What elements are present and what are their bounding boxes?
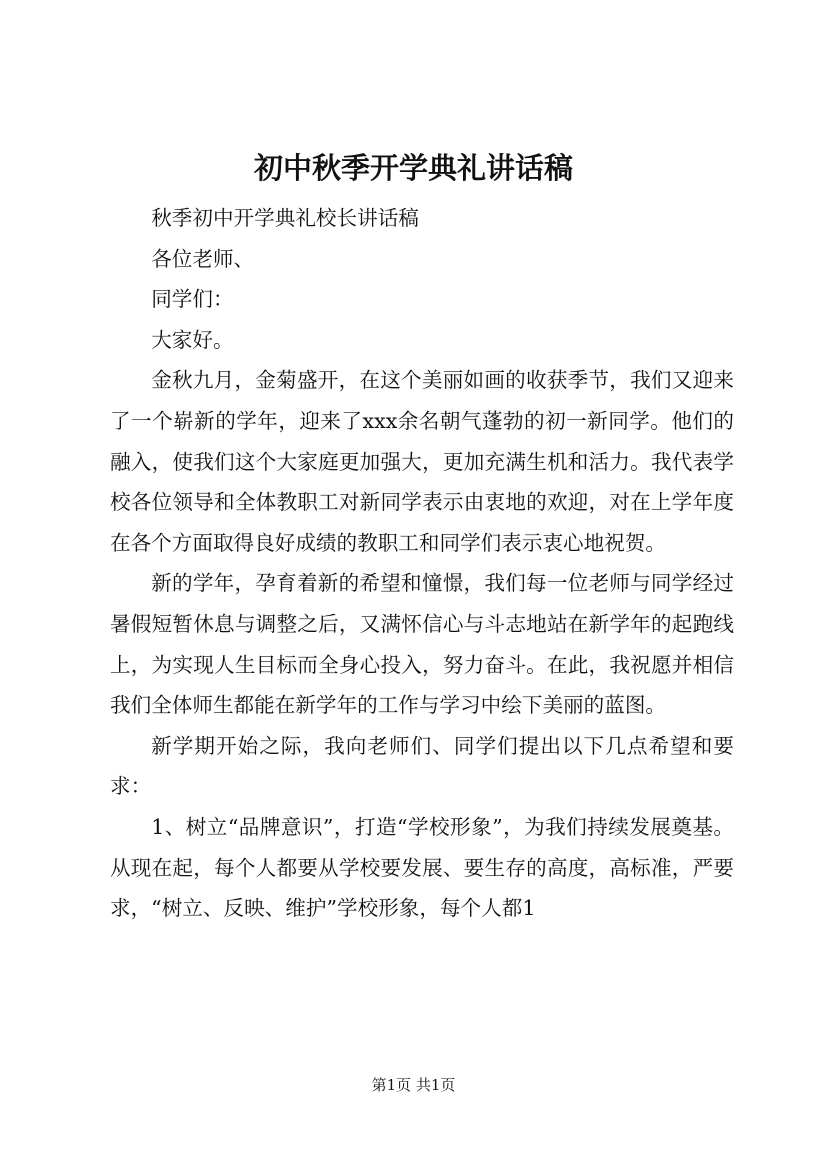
document-body <box>110 198 734 929</box>
page-footer: 第1页 共1页 <box>371 1076 456 1094</box>
document-title: 初中秋季开学典礼讲话稿 <box>253 151 573 185</box>
paragraph-greeting: 大家好。 <box>151 327 234 352</box>
paragraph-salutation-students: 同学们： <box>151 287 234 312</box>
paragraph-requests-intro: 新学期开始之际，我向老师们、同学们提出以下几点希望和要求： <box>110 733 734 799</box>
paragraph-welcome: 金秋九月，金菊盛开，在这个美丽如画的收获季节，我们又迎来了一个崭新的学年，迎来了xxx余名朝气蓬勃的初一新同学。他们的融入，使我们这个大家庭更加强大，更加充满生机和活力。我代表学校各位领导和全体教职工对新同学表示由衷地的欢迎，对在上学年度在各个方面取得良好成绩的教职工和同学们表示衷心地祝贺。 <box>110 368 734 555</box>
paragraph-point-1: 1、树立“品牌意识”，打造“学校形象”，为我们持续发展奠基。从现在起，每个人都要从学校要发展、要生存的高度，高标准，严要求，“树立、反映、维护”学校形象，每个人都1 <box>110 814 734 921</box>
paragraph-salutation-teachers: 各位老师、 <box>151 246 255 271</box>
paragraph-new-year: 新的学年，孕育着新的希望和憧憬，我们每一位老师与同学经过暑假短暂休息与调整之后，又满怀信心与斗志地站在新学年的起跑线上，为实现人生目标而全身心投入，努力奋斗。在此，我祝愿并相信我们全体师生都能在新学年的工作与学习中绘下美丽的蓝图。 <box>110 571 734 718</box>
paragraph-heading: 秋季初中开学典礼校长讲话稿 <box>151 206 419 230</box>
